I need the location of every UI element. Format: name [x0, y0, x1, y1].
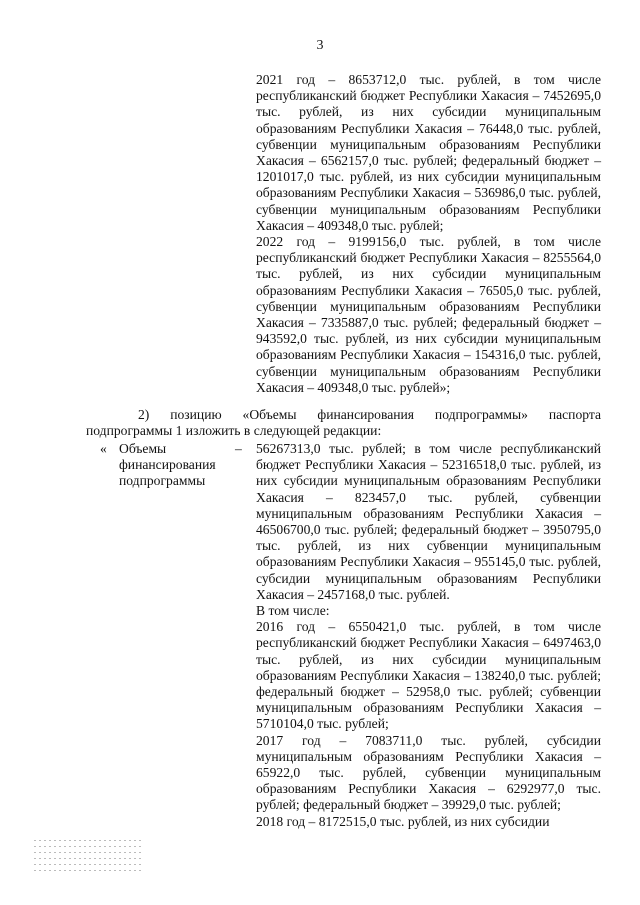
paragraph-2022: 2022 год – 9199156,0 тыс. рублей, в том числе республиканский бюджет Республики Хакасия – 8255564,0 тыс. рублей, из них субсидии муниципальным образованиям Республики Хакасия – 76505,0 тыс. рублей, субвенции муниципальным образованиям Республики Хакасия – 7335887,0 тыс. рублей; федеральный бюджет – 943592,0 тыс. рублей, из них субсидии муниципальным образованиям Республики Хакасия – 154316,0 тыс. рублей, субвенции муниципальным образованиям Республики Хакасия – 409348,0 тыс. рублей»;	[256, 234, 601, 395]
faint-stamp-marks	[34, 840, 142, 888]
paragraph-2018: 2018 год – 8172515,0 тыс. рублей, из них субсидии	[256, 813, 550, 829]
paragraph-including: В том числе:	[256, 603, 330, 619]
financing-text-block	[256, 441, 601, 830]
paragraph-2016: 2016 год – 6550421,0 тыс. рублей, в том числе республиканский бюджет Республики Хакасия – 6497463,0 тыс. рублей, из них субсидии муниципальным образованиям Республики Хакасия – 138240,0 тыс. рублей; федеральный бюджет – 52958,0 тыс. рублей; субвенции муниципальным образованиям Республики Хакасия – 5710104,0 тыс. рублей;	[256, 619, 601, 732]
item-2-instruction: 2) позицию «Объемы финансирования подпрограммы» паспорта подпрограммы 1 изложить в следующей редакции:	[86, 407, 601, 439]
paragraph-2021: 2021 год – 8653712,0 тыс. рублей, в том числе республиканский бюджет Республики Хакасия – 7452695,0 тыс. рублей, из них субсидии муниципальным образованиям Республики Хакасия – 76448,0 тыс. рублей, субвенции муниципальным образованиям Республики Хакасия – 6562157,0 тыс. рублей; федеральный бюджет – 1201017,0 тыс. рублей, из них субсидии муниципальным образованиям Республики Хакасия – 536986,0 тыс. рублей, субвенции муниципальным образованиям Республики Хакасия – 409348,0 тыс. рублей;	[256, 72, 601, 233]
opening-quote: «	[100, 441, 107, 456]
budget-years-block	[256, 72, 601, 396]
paragraph-2017: 2017 год – 7083711,0 тыс. рублей, субсидии муниципальным образованиям Республики Хакасия – 65922,0 тыс. рублей, субвенции муниципальным образованиям Республики Хакасия – 6292977,0 тыс. рублей; федеральный бюджет – 39929,0 тыс. рублей;	[256, 732, 601, 813]
row-dash: –	[235, 441, 242, 456]
paragraph-total: 56267313,0 тыс. рублей; в том числе республиканский бюджет Республики Хакасия – 52316518,0 тыс. рублей, из них субсидии муниципальным образованиям Республики Хакасия – 823457,0 тыс. рублей, субвенции муниципальным образованиям Республики Хакасия – 46506700,0 тыс. рублей; федеральный бюджет – 3950795,0 тыс. рублей, из них субвенции муниципальным образованиям Республики Хакасия – 955145,0 тыс. рублей, субсидии муниципальным образованиям Республики Хакасия – 2457168,0 тыс. рублей.	[256, 441, 601, 602]
page-number: 3	[316, 38, 324, 53]
row-label: Объемы финансирования подпрограммы	[119, 441, 216, 489]
